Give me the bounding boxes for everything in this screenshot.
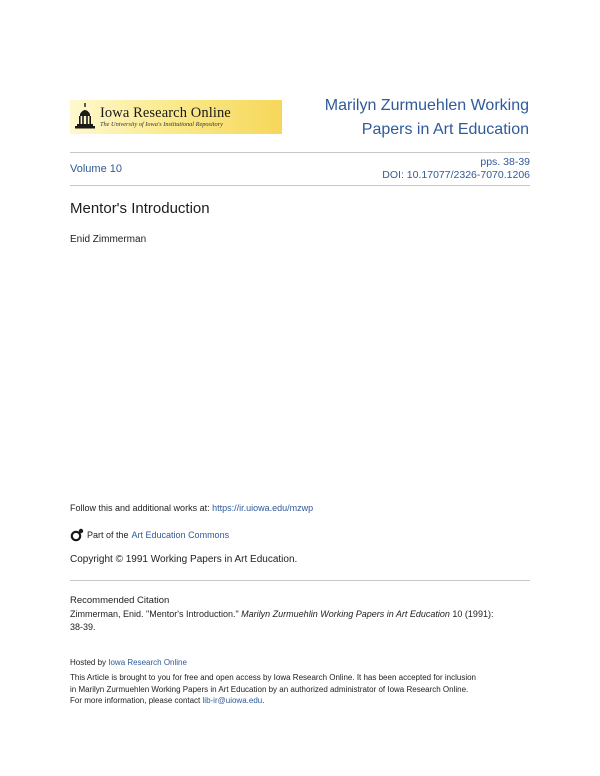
hosted-by-line: Hosted by Iowa Research Online	[70, 658, 187, 667]
commons-network-icon	[70, 528, 84, 542]
follow-line	[70, 503, 313, 513]
page-and-doi	[382, 156, 530, 182]
copyright-notice: Copyright © 1991 Working Papers in Art Education.	[70, 554, 298, 565]
citation-divider	[70, 580, 530, 581]
contact-email-link[interactable]: lib-ir@uiowa.edu	[202, 696, 263, 705]
hosted-by-link[interactable]: Iowa Research Online	[108, 658, 187, 667]
follow-link[interactable]: https://ir.uiowa.edu/mzwp	[212, 503, 314, 513]
citation-journal: Marilyn Zurmuehlin Working Papers in Art Education	[241, 609, 450, 619]
doi-link[interactable]: DOI: 10.17077/2326-7070.1206	[382, 169, 530, 181]
recommended-citation-text: Zimmerman, Enid. "Mentor's Introduction." Marilyn Zurmuehlin Working Papers in Art Education 10 (1991): 38-39.	[70, 609, 494, 632]
art-education-commons-link[interactable]: Art Education Commons	[131, 530, 230, 540]
follow-text: Follow this and additional works at:	[70, 503, 213, 513]
part-of-line	[70, 528, 229, 542]
access-statement: This Article is brought to you for free and open access by Iowa Research Online. It has been accepted for inclusion in Marilyn Zurmuehlen Working Papers in Art Education by an authorized administrator of Iowa Research Online. For more information, please contact lib-ir@uiowa.edu.	[70, 673, 477, 705]
recommended-citation-heading: Recommended Citation	[70, 595, 170, 606]
page-range: pps. 38-39	[480, 156, 530, 168]
article-title: Mentor's Introduction	[70, 200, 210, 217]
header-divider	[70, 152, 530, 153]
series-title-line-2[interactable]: Papers in Art Education	[361, 121, 529, 138]
logo-title: Iowa Research Online	[100, 104, 231, 121]
logo-subtitle: The University of Iowa's Institutional Repository	[100, 121, 223, 129]
series-title[interactable]	[269, 94, 529, 142]
volume-link[interactable]: Volume 10	[70, 163, 122, 175]
iowa-research-online-logo[interactable]	[70, 100, 282, 134]
meta-divider	[70, 185, 530, 186]
author-name: Enid Zimmerman	[70, 234, 147, 245]
series-title-line-1[interactable]: Marilyn Zurmuehlen Working	[324, 97, 529, 114]
capitol-dome-icon	[74, 102, 96, 132]
part-of-prefix: Part of the	[87, 530, 129, 540]
